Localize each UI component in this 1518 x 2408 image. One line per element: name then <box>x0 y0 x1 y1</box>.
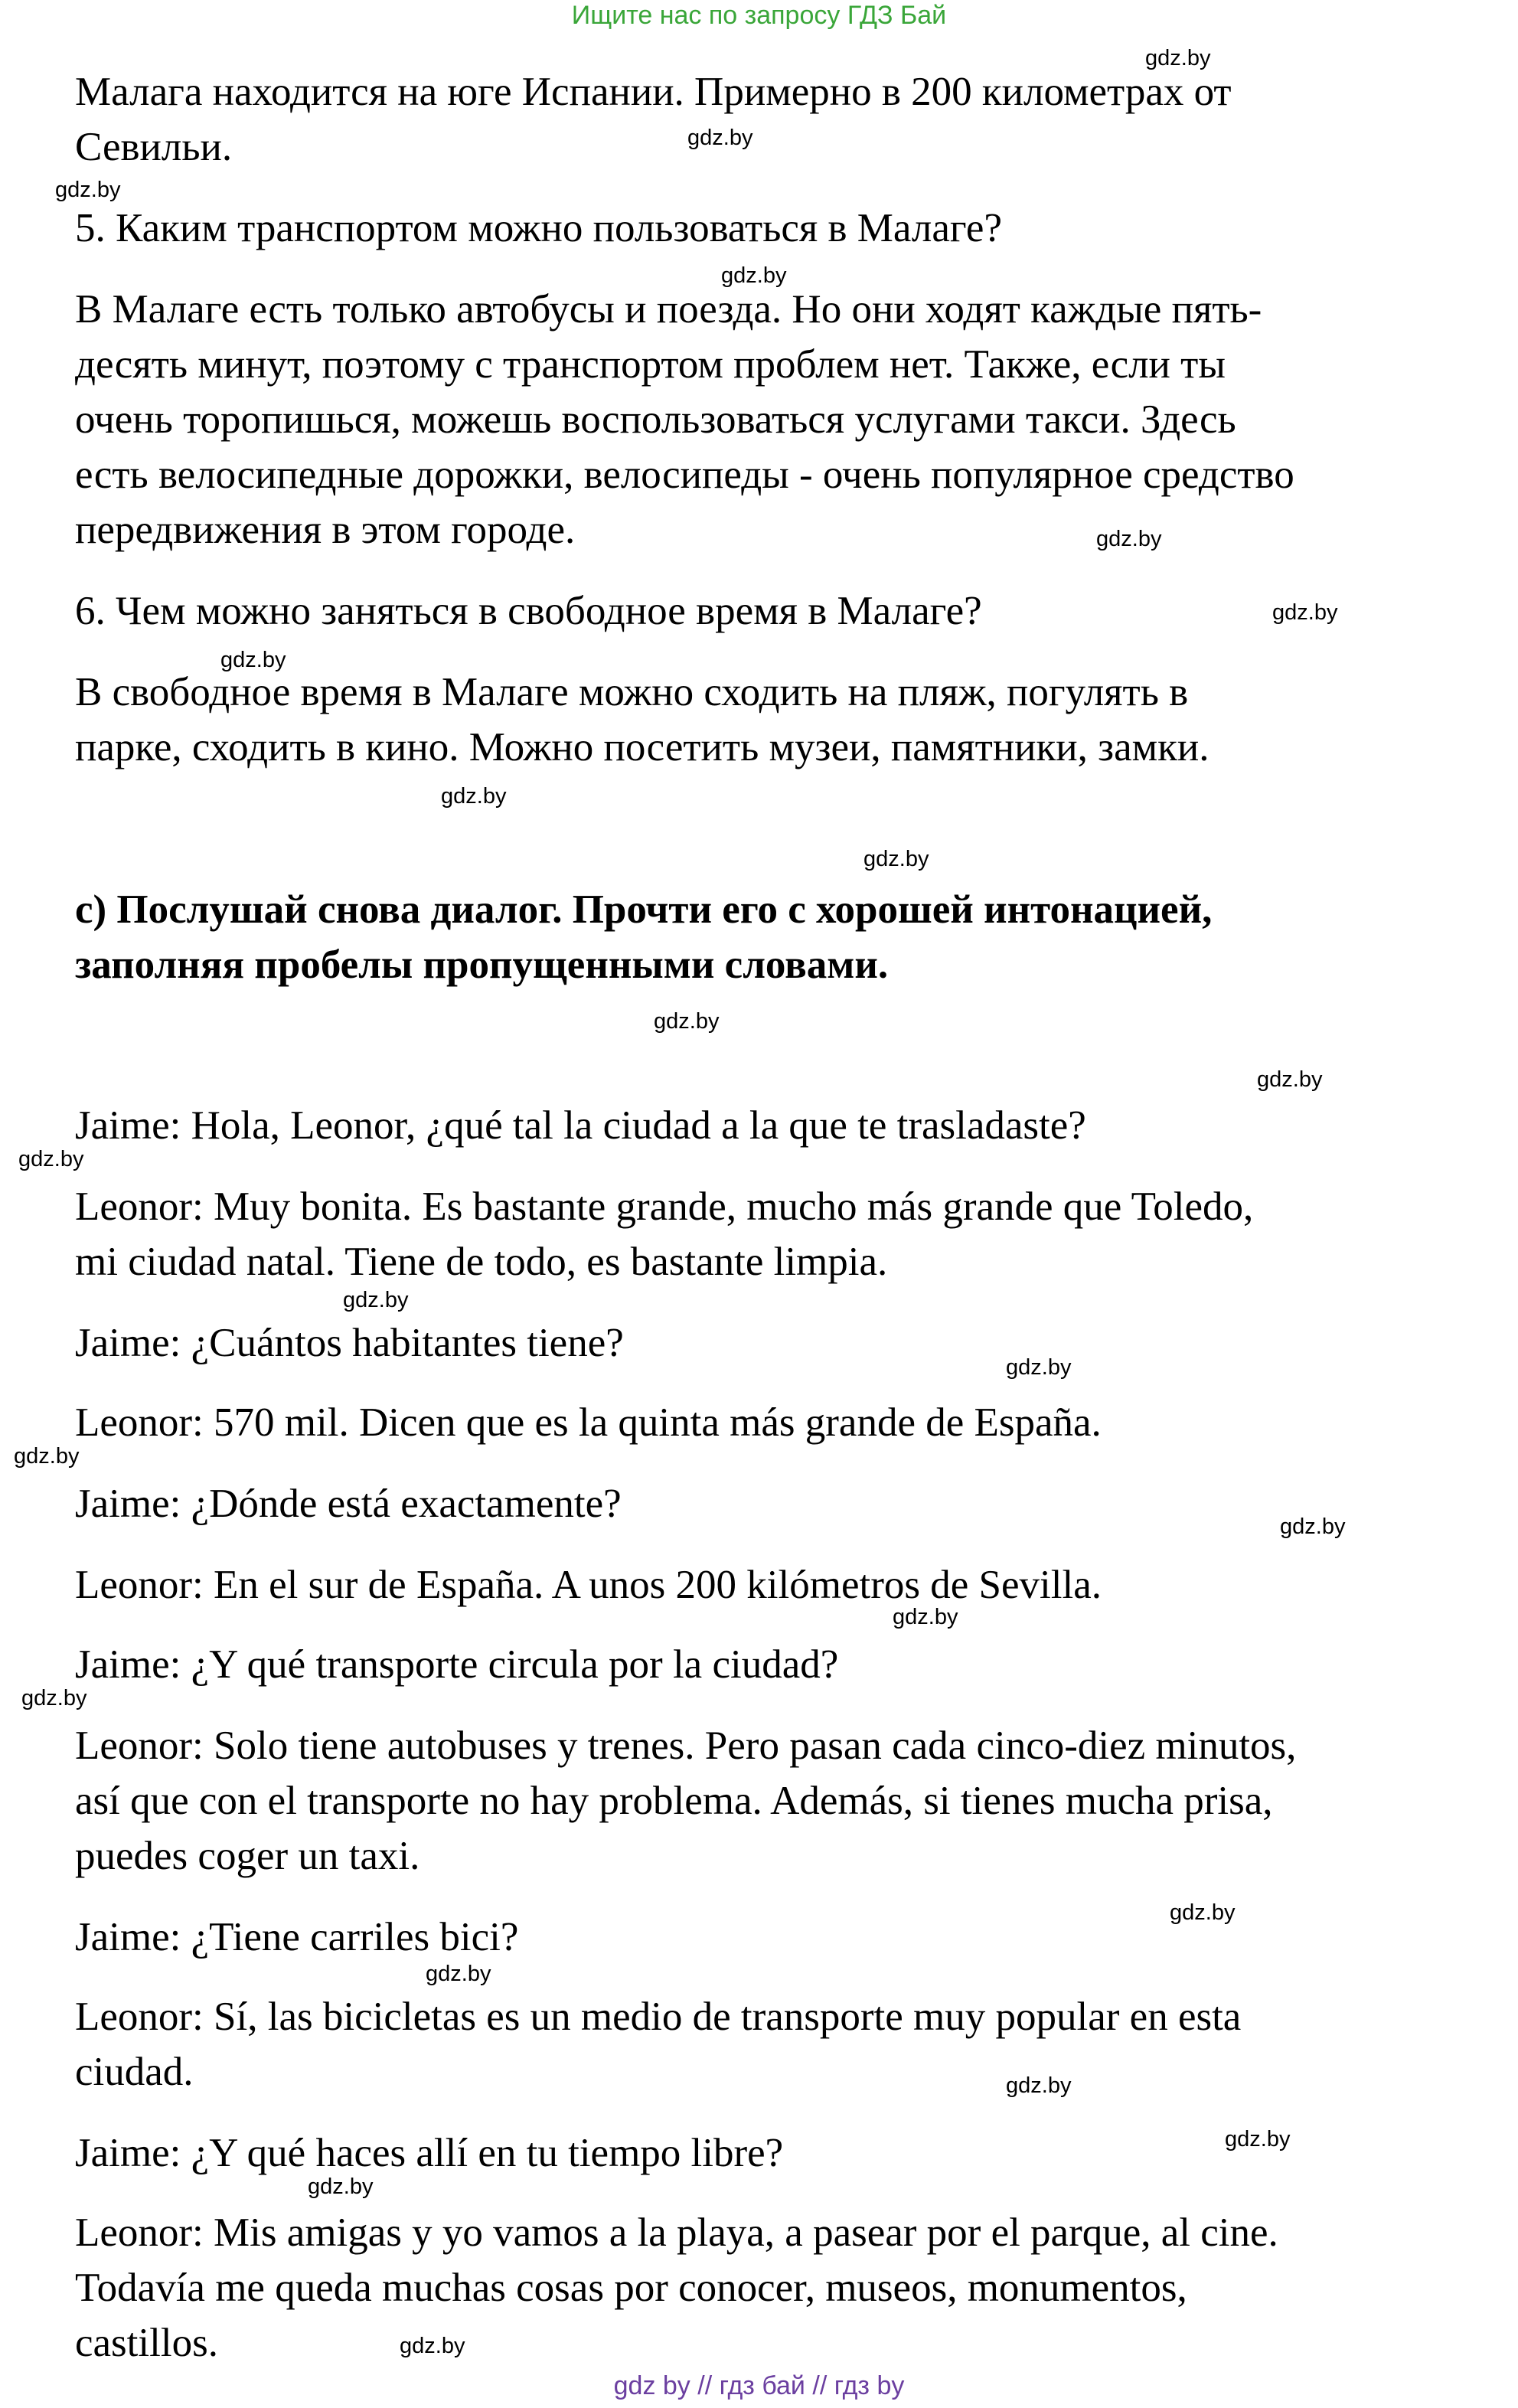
dialogue-line <box>75 1476 1453 1531</box>
watermark: gdz.by <box>1170 1900 1236 1925</box>
text-line: puedes coger un taxi. <box>75 1834 420 1878</box>
text-line: В Малаге есть только автобусы и поезда. Но они ходят каждые пять- <box>75 287 1262 332</box>
text-line: c) Послушай снова диалог. Прочти его с хорошей интонацией, <box>75 887 1213 932</box>
watermark: gdz.by <box>1225 2127 1291 2152</box>
text-line: очень торопишься, можешь воспользоваться услугами такси. Здесь <box>75 397 1236 442</box>
watermark: gdz.by <box>55 178 121 202</box>
text-line: Малага находится на юге Испании. Примерно в 200 километрах от <box>75 70 1232 114</box>
watermark: gdz.by <box>18 1147 84 1171</box>
question-6 <box>75 583 1453 639</box>
dialogue-line <box>75 1395 1453 1450</box>
dialogue-line <box>75 1910 1453 1965</box>
watermark: gdz.by <box>863 847 929 871</box>
watermark: gdz.by <box>1272 600 1338 625</box>
text-line: así que con el transporte no hay problema. Además, si tienes mucha prisa, <box>75 1779 1273 1823</box>
watermark: gdz.by <box>308 2174 374 2199</box>
dialogue-line <box>75 1989 1453 2099</box>
text-line: Todavía me queda muchas cosas por conocer, museos, monumentos, <box>75 2266 1187 2310</box>
text-line: передвижения в этом городе. <box>75 508 576 552</box>
answer-6-paragraph <box>75 665 1453 775</box>
text-line: Leonor: 570 mil. Dicen que es la quinta más grande de España. <box>75 1400 1102 1445</box>
text-line: десять минут, поэтому с транспортом проблем нет. Также, если ты <box>75 342 1226 387</box>
text-line: Jaime: Hola, Leonor, ¿qué tal la ciudad a la que te trasladaste? <box>75 1103 1086 1148</box>
watermark: gdz.by <box>1257 1067 1323 1092</box>
text-line: Leonor: En el sur de España. A unos 200 kilómetros de Sevilla. <box>75 1563 1102 1607</box>
text-line: Jaime: ¿Y qué haces allí en tu tiempo libre? <box>75 2131 784 2175</box>
question-5 <box>75 201 1453 256</box>
watermark: gdz.by <box>1280 1514 1346 1539</box>
watermark: gdz.by <box>1006 2073 1072 2098</box>
answer-4-paragraph <box>75 64 1453 175</box>
watermark: gdz.by <box>654 1009 720 1034</box>
text-line: 5. Каким транспортом можно пользоваться в Малаге? <box>75 206 1002 250</box>
watermark: gdz.by <box>400 2334 465 2358</box>
watermark: gdz.by <box>1145 46 1211 70</box>
text-line: В свободное время в Малаге можно сходить на пляж, погулять в <box>75 670 1189 714</box>
text-line: Севильи. <box>75 125 233 169</box>
watermark: gdz.by <box>426 1962 491 1986</box>
dialogue-line <box>75 1179 1453 1289</box>
dialogue-line <box>75 1718 1453 1884</box>
dialogue-line <box>75 1637 1453 1692</box>
header-banner: Ищите нас по запросу ГДЗ Бай <box>571 1 947 30</box>
text-line: Jaime: ¿Cuántos habitantes tiene? <box>75 1321 624 1365</box>
dialogue-line <box>75 1557 1453 1612</box>
text-line: castillos. <box>75 2321 218 2365</box>
dialogue-line <box>75 2205 1453 2370</box>
watermark: gdz.by <box>1096 527 1162 551</box>
text-line: Leonor: Muy bonita. Es bastante grande, mucho más grande que Toledo, <box>75 1184 1254 1229</box>
watermark: gdz.by <box>687 126 753 150</box>
footer-banner: gdz by // гдз бай // гдз by <box>613 2371 905 2400</box>
text-line: парке, сходить в кино. Можно посетить музеи, памятники, замки. <box>75 725 1210 769</box>
watermark: gdz.by <box>1006 1355 1072 1380</box>
text-line: есть велосипедные дорожки, велосипеды - очень популярное средство <box>75 453 1294 497</box>
text-line: Leonor: Sí, las bicicletas es un medio de transporte muy popular en esta <box>75 1995 1242 2039</box>
answer-5-paragraph <box>75 282 1453 557</box>
text-line: заполняя пробелы пропущенными словами. <box>75 943 889 987</box>
text-line: Leonor: Mis amigas y yo vamos a la playa, a pasear por el parque, al cine. <box>75 2210 1278 2255</box>
text-line: Jaime: ¿Dónde está exactamente? <box>75 1482 622 1526</box>
watermark: gdz.by <box>441 784 507 809</box>
text-line: Leonor: Solo tiene autobuses y trenes. Pero pasan cada cinco-diez minutos, <box>75 1724 1297 1768</box>
dialogue-line <box>75 1098 1453 1153</box>
watermark: gdz.by <box>21 1686 87 1710</box>
watermark: gdz.by <box>220 648 286 672</box>
text-line: mi ciudad natal. Tiene de todo, es bastante limpia. <box>75 1240 888 1284</box>
watermark: gdz.by <box>721 263 787 288</box>
text-line: Jaime: ¿Y qué transporte circula por la ciudad? <box>75 1642 839 1687</box>
task-heading <box>75 882 1453 992</box>
watermark: gdz.by <box>893 1605 958 1629</box>
watermark: gdz.by <box>343 1288 409 1312</box>
text-line: 6. Чем можно заняться в свободное время в Малаге? <box>75 589 982 633</box>
text-line: Jaime: ¿Tiene carriles bici? <box>75 1915 519 1959</box>
watermark: gdz.by <box>14 1444 80 1469</box>
text-line: ciudad. <box>75 2050 194 2094</box>
dialogue-line <box>75 1315 1453 1371</box>
